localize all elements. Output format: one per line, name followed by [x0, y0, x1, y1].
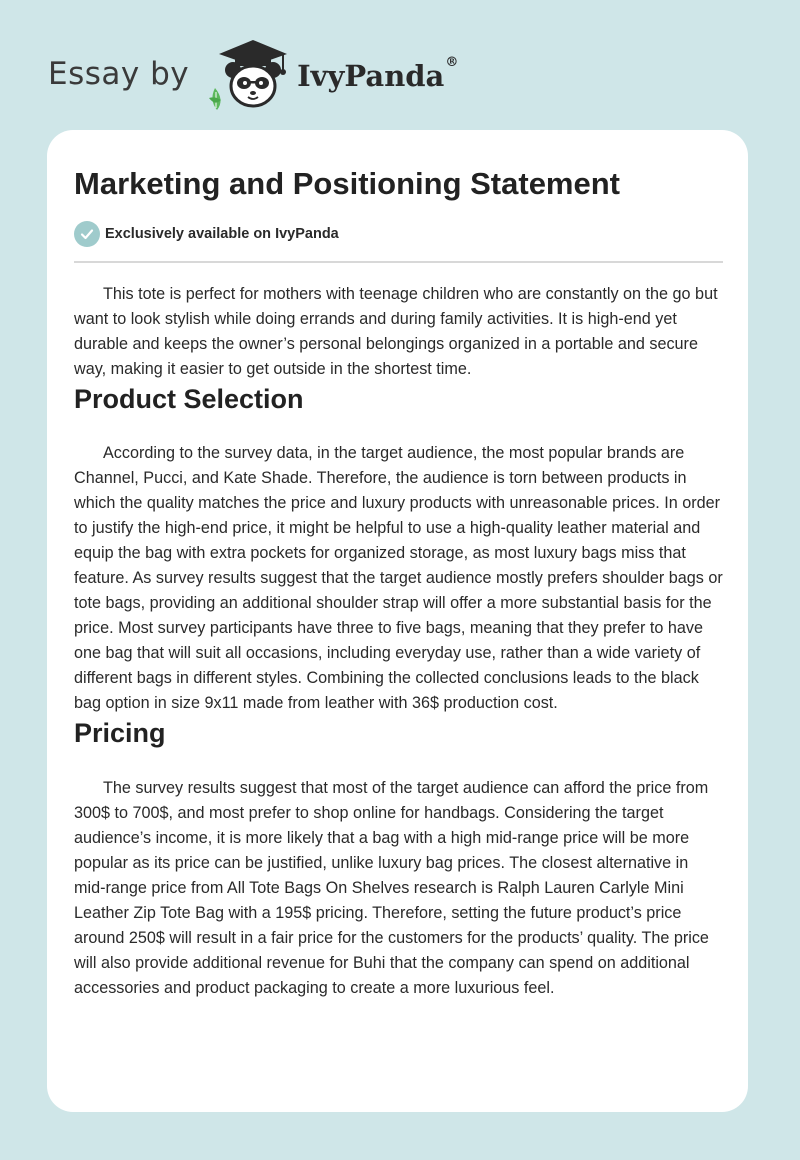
- section-heading-pricing: Pricing: [74, 718, 166, 748]
- check-icon: [74, 221, 100, 247]
- brand-name[interactable]: IvyPanda®: [297, 55, 459, 93]
- page-title: Marketing and Positioning Statement: [74, 166, 620, 201]
- divider: [74, 261, 723, 263]
- essay-by-label: Essay by: [48, 56, 190, 92]
- exclusive-badge: [74, 221, 722, 247]
- badge-text: Exclusively available on IvyPanda: [105, 226, 339, 242]
- section-heading-product-selection: Product Selection: [74, 384, 304, 414]
- site-header: [48, 36, 458, 112]
- essay-card: [47, 130, 748, 1112]
- intro-paragraph: This tote is perfect for mothers with teenage children who are constantly on the go but want to look stylish while doing errands and during family activities. It is high-end yet durable and keeps the owner’s personal belongings organized in a portable and secure way, making it easier to get outside in the shortest time.: [74, 285, 718, 378]
- section-paragraph-pricing: The survey results suggest that most of the target audience can afford the price from 300$ to 700$, and most prefer to shop online for handbags. Considering the target audience’s income, it is more likely that a bag with a high mid-range price will be more popular as its price can be justified, unlike luxury bag prices. The closest alternative in mid-range price from All Tote Bags On Shelves research is Ralph Lauren Carlyle Mini Leather Zip Tote Bag with a 195$ pricing. Therefore, setting the future product’s price around 250$ will result in a fair price for the customers for the products’ quality. The price will also provide additional revenue for Buhi that the company can spend on additional accessories and product packaging to create a more luxurious feel.: [74, 779, 709, 997]
- panda-graduation-cap-icon[interactable]: [203, 36, 295, 112]
- registered-mark: ®: [445, 55, 459, 70]
- section-paragraph-product-selection: According to the survey data, in the target audience, the most popular brands are Channel, Pucci, and Kate Shade. Therefore, the audience is torn between products in which the quality matches the price and luxury products with unreasonable prices. In order to justify the high-end price, it might be helpful to use a high-quality leather material and equip the bag with extra pockets for organized storage, as most luxury bags miss that feature. As survey results suggest that the target audience mostly prefers shoulder bags or tote bags, providing an additional shoulder strap will offer a more substantial basis for the price. Most survey participants have three to five bags, meaning that they prefer to have one bag that will suit all occasions, including everyday use, rather than a wide variety of different bags in different styles. Combining the collected conclusions leads to the black bag option in size 9x11 made from leather with 36$ production cost.: [74, 444, 723, 712]
